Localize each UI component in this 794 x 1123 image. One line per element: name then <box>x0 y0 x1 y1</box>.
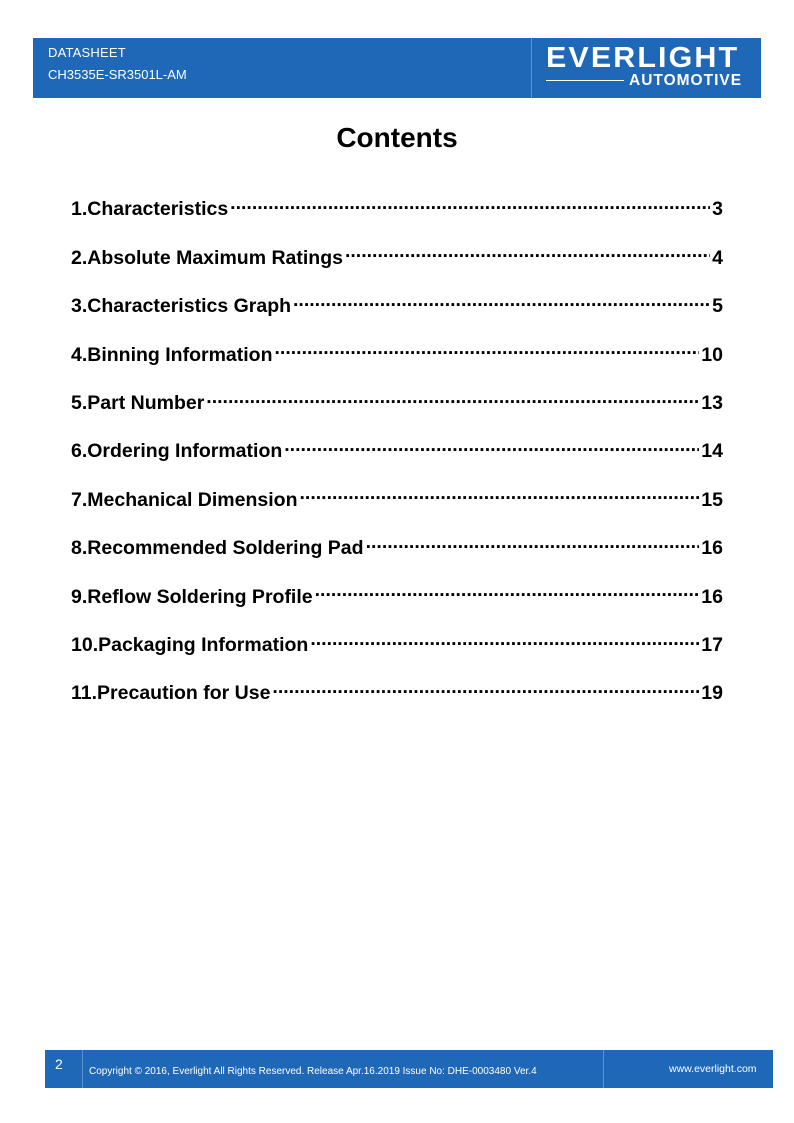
toc-dot-leader <box>274 337 699 360</box>
toc-dot-leader <box>345 240 710 263</box>
everlight-logo <box>544 42 754 94</box>
toc-dot-leader <box>272 676 699 699</box>
footer-divider <box>603 1050 604 1088</box>
toc-entry[interactable] <box>71 579 723 627</box>
toc-entry[interactable] <box>71 289 723 337</box>
toc-entry-page: 14 <box>701 440 723 463</box>
toc-entry-page: 19 <box>701 682 723 705</box>
toc-entry[interactable] <box>71 192 723 240</box>
website-link[interactable]: www.everlight.com <box>669 1063 757 1075</box>
toc-entry[interactable] <box>71 676 723 724</box>
toc-dot-leader <box>284 434 699 457</box>
toc-dot-leader <box>206 386 699 409</box>
toc-entry-page: 3 <box>712 198 723 221</box>
toc-entry-label: 8.Recommended Soldering Pad <box>71 537 364 560</box>
footer-bar <box>45 1050 773 1088</box>
logo-subtitle: AUTOMOTIVE <box>629 72 743 89</box>
toc-entry-label: 5.Part Number <box>71 391 205 414</box>
document-type: DATASHEET <box>48 45 126 60</box>
toc-entry[interactable] <box>71 240 723 288</box>
toc-dot-leader <box>230 192 710 215</box>
toc-dot-leader <box>310 628 699 651</box>
toc-entry-label: 10.Packaging Information <box>71 633 309 656</box>
toc-entry-page: 10 <box>701 343 723 366</box>
copyright-text: Copyright © 2016, Everlight All Rights Reserved. Release Apr.16.2019 Issue No: DHE-0003480 Ver.4 <box>89 1066 537 1077</box>
toc-entry-label: 7.Mechanical Dimension <box>71 488 298 511</box>
toc-entry-page: 13 <box>701 391 723 414</box>
logo-wordmark: EVERLIGHT <box>546 42 740 74</box>
toc-entry-label: 4.Binning Information <box>71 343 273 366</box>
toc-entry-label: 6.Ordering Information <box>71 440 283 463</box>
toc-entry[interactable] <box>71 628 723 676</box>
table-of-contents <box>71 192 723 724</box>
toc-entry-label: 11.Precaution for Use <box>71 682 271 705</box>
header-divider <box>531 38 532 98</box>
toc-entry-label: 9.Reflow Soldering Profile <box>71 585 313 608</box>
toc-entry-page: 4 <box>712 246 723 269</box>
part-number: CH3535E-SR3501L-AM <box>48 67 187 82</box>
page-number: 2 <box>55 1056 63 1072</box>
toc-entry[interactable] <box>71 531 723 579</box>
toc-dot-leader <box>315 579 700 602</box>
toc-entry[interactable] <box>71 337 723 385</box>
toc-entry-page: 16 <box>701 585 723 608</box>
toc-dot-leader <box>300 482 700 505</box>
toc-entry-label: 2.Absolute Maximum Ratings <box>71 246 343 269</box>
toc-entry-label: 3.Characteristics Graph <box>71 295 292 318</box>
toc-entry[interactable] <box>71 386 723 434</box>
toc-dot-leader <box>293 289 710 312</box>
header-bar <box>33 38 761 98</box>
toc-entry[interactable] <box>71 482 723 530</box>
logo-underline <box>546 80 624 81</box>
page-title: Contents <box>336 122 458 153</box>
footer-divider <box>82 1050 83 1088</box>
toc-entry-label: 1.Characteristics <box>71 198 229 221</box>
toc-entry-page: 17 <box>701 633 723 656</box>
toc-entry-page: 5 <box>712 295 723 318</box>
toc-entry-page: 15 <box>701 488 723 511</box>
toc-entry-page: 16 <box>701 537 723 560</box>
toc-entry[interactable] <box>71 434 723 482</box>
toc-dot-leader <box>366 531 700 554</box>
